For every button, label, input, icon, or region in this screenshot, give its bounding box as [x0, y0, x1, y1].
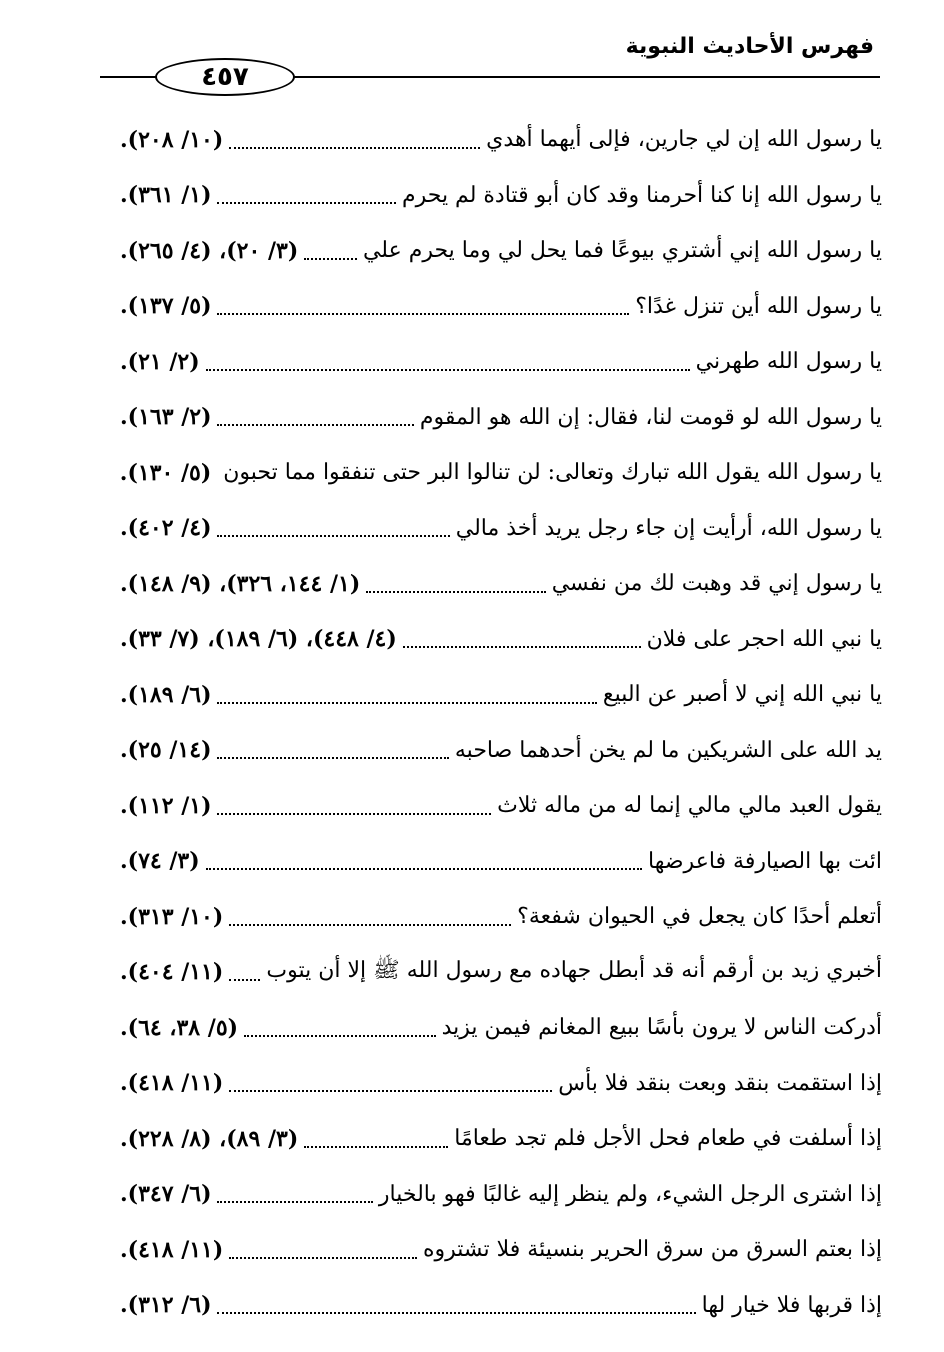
volume-page-ref: (٦/ ٣١٢). — [120, 1292, 212, 1319]
index-entry — [120, 1222, 882, 1278]
volume-page-ref: (١١/ ٤١٨). — [120, 1236, 224, 1263]
hadith-text: إذا بعتم السرق من سرق الحرير بنسيئة فلا تشتروه — [422, 1237, 882, 1263]
volume-page-ref: (٢/ ٢١). — [120, 348, 200, 375]
volume-page-ref: (١١/ ٤١٨). — [120, 1070, 224, 1097]
dot-leader — [217, 1312, 695, 1314]
index-entry — [120, 112, 882, 168]
hadith-text: يا رسول الله إني أشتري بيوعًا فما يحل لي وما يحرم علي — [362, 238, 882, 264]
dot-leader — [229, 979, 260, 981]
dot-leader — [217, 1201, 372, 1203]
hadith-text: يا رسول الله إنا كنا أحرمنا وقد كان أبو قتادة لم يحرم — [401, 182, 882, 208]
hadith-text: يا نبي الله إني لا أصبر عن البيع — [602, 682, 882, 708]
hadith-text: إذا أسلفت في طعام فحل الأجل فلم تجد طعامًا — [454, 1126, 882, 1152]
dot-leader — [206, 369, 690, 371]
volume-page-ref: (١/ ١٤٤، ٣٢٦)، (٩/ ١٤٨). — [120, 570, 361, 597]
volume-page-ref: (٢/ ١٦٣). — [120, 404, 212, 431]
hadith-text: أخبري زيد بن أرقم أنه قد أبطل جهاده مع رسول الله ﷺ إلا أن يتوب — [266, 958, 882, 984]
volume-page-ref: (١١/ ٤٠٤). — [120, 959, 224, 986]
dot-leader — [403, 646, 641, 648]
dot-leader — [217, 757, 448, 759]
volume-page-ref: (٥/ ١٣٠). — [119, 459, 212, 486]
dot-leader — [229, 924, 511, 926]
dot-leader — [217, 424, 413, 426]
dot-leader — [366, 591, 545, 593]
index-entry — [120, 834, 882, 890]
volume-page-ref: (١٠/ ٢٠٨). — [120, 126, 224, 153]
volume-page-ref: (٥/ ٣٨، ٦٤). — [120, 1014, 239, 1041]
index-entry — [120, 168, 882, 224]
hadith-text: إذا اشترى الرجل الشيء، ولم ينظر إليه غالبًا فهو بالخيار — [378, 1181, 882, 1207]
index-entry — [120, 1167, 882, 1223]
hadith-text: يا رسول إني قد وهبت لك من نفسي — [551, 571, 882, 597]
dot-leader — [244, 1035, 436, 1037]
index-entry — [120, 667, 882, 723]
volume-page-ref: (٦/ ٣٤٧). — [120, 1181, 212, 1208]
hadith-text: إذا قربها فلا خيار لها — [701, 1292, 882, 1318]
hadith-text: أدركت الناس لا يرون بأسًا ببيع المغانم فيمن يزيد — [441, 1015, 882, 1041]
volume-page-ref: (٥/ ١٣٧). — [120, 293, 212, 320]
index-entry — [120, 723, 882, 779]
index-entry — [120, 445, 882, 501]
hadith-text: يقول العبد مالي مالي إنما له من ماله ثلاث — [497, 793, 882, 819]
index-entry — [120, 501, 882, 557]
volume-page-ref: (٤/ ٤٠٢). — [120, 515, 212, 542]
dot-leader — [304, 258, 357, 260]
dot-leader — [206, 868, 642, 870]
volume-page-ref: (١/ ١١٢). — [120, 792, 212, 819]
index-entry — [120, 1000, 882, 1056]
hadith-text: يا رسول الله إن لي جارين، فإلى أيهما أهدي — [486, 127, 882, 153]
index-entry — [120, 1111, 882, 1167]
index-entry — [120, 778, 882, 834]
index-entry — [120, 612, 882, 668]
dot-leader — [229, 147, 480, 149]
dot-leader — [217, 313, 629, 315]
dot-leader — [229, 1090, 552, 1092]
index-entry — [120, 390, 882, 446]
hadith-index-list — [120, 112, 882, 1333]
index-entry — [120, 334, 882, 390]
hadith-text: يد الله على الشريكين ما لم يخن أحدهما صاحبه — [454, 737, 882, 763]
dot-leader — [217, 535, 449, 537]
hadith-text: يا رسول الله يقول الله تبارك وتعالى: لن تنالوا البر حتى تنفقوا مما تحبون — [223, 460, 882, 486]
hadith-text: يا نبي الله احجر على فلان — [646, 626, 882, 652]
index-entry — [120, 945, 882, 1001]
hadith-text: يا رسول الله لو قومت لنا، فقال: إن الله هو المقوم — [419, 404, 882, 430]
dot-leader — [217, 202, 396, 204]
dot-leader — [217, 813, 491, 815]
dot-leader — [229, 1257, 417, 1259]
volume-page-ref: (٤/ ٤٤٨)، (٦/ ١٨٩)، (٧/ ٣٣). — [120, 626, 397, 653]
hadith-text: أتعلم أحدًا كان يجعل في الحيوان شفعة؟ — [517, 904, 882, 930]
running-title: فهرس الأحاديث النبوية — [625, 34, 874, 59]
hadith-text: ائت بها الصيارفة فاعرضها — [648, 848, 882, 874]
volume-page-ref: (١٠/ ٣١٣). — [120, 903, 224, 930]
index-entry — [120, 1056, 882, 1112]
index-entry — [120, 889, 882, 945]
index-entry — [120, 279, 882, 335]
page-header — [100, 28, 880, 108]
hadith-text: يا رسول الله، أرأيت إن جاء رجل يريد أخذ مالي — [455, 515, 882, 541]
hadith-text: يا رسول الله أين تنزل غدًا؟ — [635, 293, 882, 319]
volume-page-ref: (١٤/ ٢٥). — [120, 737, 212, 764]
hadith-text: يا رسول الله طهرني — [695, 349, 882, 375]
index-entry — [120, 223, 882, 279]
index-entry — [120, 556, 882, 612]
hadith-text: إذا استقمت بنقد وبعت بنقد فلا بأس — [558, 1070, 882, 1096]
dot-leader — [217, 702, 596, 704]
volume-page-ref: (٦/ ١٨٩). — [120, 681, 212, 708]
index-entry — [120, 1278, 882, 1334]
page-number: ٤٥٧ — [155, 58, 295, 96]
volume-page-ref: (٣/ ٧٤). — [120, 848, 200, 875]
volume-page-ref: (٣/ ٨٩)، (٨/ ٢٢٨). — [120, 1125, 299, 1152]
dot-leader — [304, 1146, 448, 1148]
volume-page-ref: (١/ ٣٦١). — [120, 182, 212, 209]
volume-page-ref: (٣/ ٢٠)، (٤/ ٢٦٥). — [120, 237, 299, 264]
